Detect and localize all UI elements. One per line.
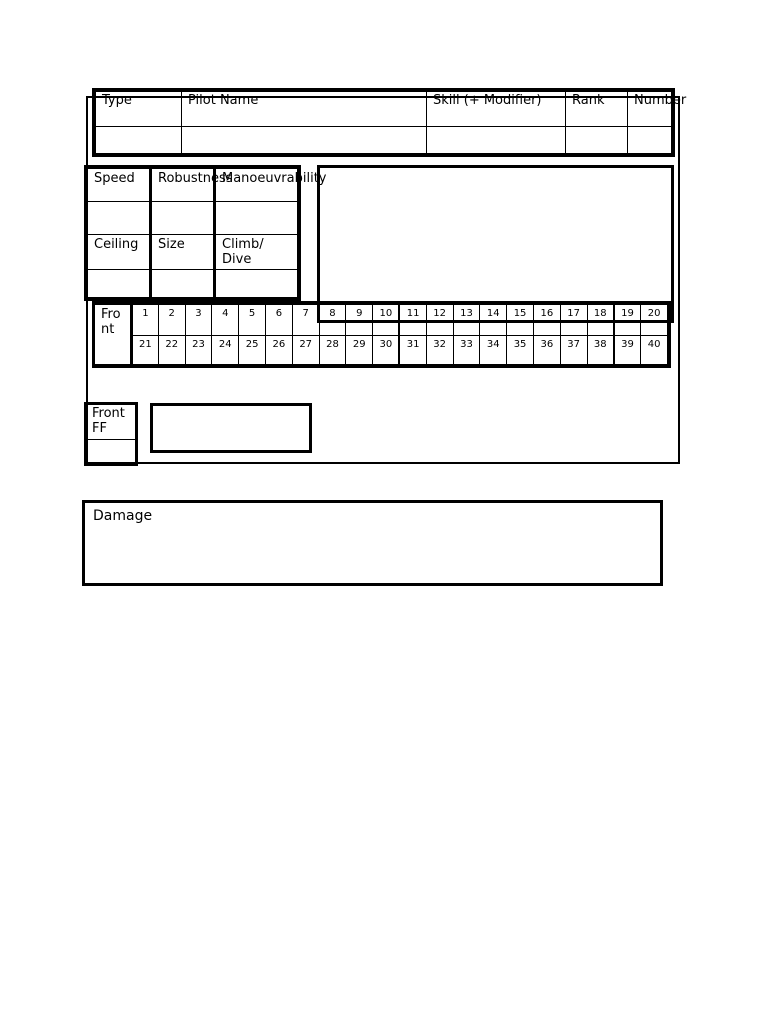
front-cell[interactable]: 13 — [453, 305, 480, 336]
front-cell[interactable]: 9 — [346, 305, 373, 336]
front-cell[interactable]: 1 — [132, 305, 159, 336]
skill-header: Skill (+ Modifier) — [427, 92, 566, 127]
front-cell[interactable]: 15 — [507, 305, 534, 336]
ceiling-label: Ceiling — [88, 235, 151, 270]
front-cell[interactable]: 7 — [292, 305, 319, 336]
front-cell[interactable]: 23 — [185, 336, 212, 365]
front-cell[interactable]: 24 — [212, 336, 239, 365]
pilot-info-table — [92, 88, 687, 157]
manoeuvrability-label: Manoeuvrability — [215, 169, 298, 202]
front-cell[interactable]: 2 — [158, 305, 185, 336]
front-cell[interactable]: 29 — [346, 336, 373, 365]
front-cell[interactable]: 17 — [560, 305, 587, 336]
front-label: Front — [95, 305, 132, 365]
front-cell[interactable]: 5 — [239, 305, 266, 336]
front-cell[interactable]: 14 — [480, 305, 507, 336]
front-cell[interactable]: 31 — [399, 336, 426, 365]
number-header: Number — [628, 92, 672, 127]
robustness-field[interactable] — [151, 202, 215, 235]
number-field[interactable] — [628, 127, 672, 154]
type-field[interactable] — [96, 127, 182, 154]
ceiling-field[interactable] — [88, 270, 151, 298]
front-ff-table — [84, 402, 138, 466]
front-cell[interactable]: 26 — [265, 336, 292, 365]
climb-dive-field[interactable] — [215, 270, 298, 298]
front-cell[interactable]: 33 — [453, 336, 480, 365]
front-cell[interactable]: 28 — [319, 336, 346, 365]
front-cell[interactable]: 35 — [507, 336, 534, 365]
damage-label: Damage — [93, 508, 153, 524]
front-cell[interactable]: 40 — [641, 336, 668, 365]
size-field[interactable] — [151, 270, 215, 298]
front-cell[interactable]: 34 — [480, 336, 507, 365]
rank-header: Rank — [566, 92, 628, 127]
front-cell[interactable]: 39 — [614, 336, 641, 365]
front-cell[interactable]: 20 — [641, 305, 668, 336]
front-ff-box[interactable] — [150, 403, 312, 453]
front-cell[interactable]: 19 — [614, 305, 641, 336]
front-cell[interactable]: 8 — [319, 305, 346, 336]
front-cell[interactable]: 18 — [587, 305, 614, 336]
climb-dive-label: Climb/ Dive — [215, 235, 298, 270]
robustness-label: Robustness — [151, 169, 215, 202]
type-header: Type — [96, 92, 182, 127]
front-cell[interactable]: 25 — [239, 336, 266, 365]
front-cell[interactable]: 38 — [587, 336, 614, 365]
front-cell[interactable]: 12 — [426, 305, 453, 336]
pilot-name-field[interactable] — [182, 127, 427, 154]
front-grid — [92, 301, 671, 368]
skill-field[interactable] — [427, 127, 566, 154]
front-cell[interactable]: 32 — [426, 336, 453, 365]
front-cell[interactable]: 3 — [185, 305, 212, 336]
manoeuvrability-field[interactable] — [215, 202, 298, 235]
front-cell[interactable]: 27 — [292, 336, 319, 365]
front-cell[interactable]: 10 — [373, 305, 400, 336]
rank-field[interactable] — [566, 127, 628, 154]
speed-label: Speed — [88, 169, 151, 202]
front-ff-label: Front FF — [87, 405, 135, 440]
front-cell[interactable]: 4 — [212, 305, 239, 336]
notes-box[interactable] — [317, 165, 674, 323]
speed-field[interactable] — [88, 202, 151, 235]
front-cell[interactable]: 22 — [158, 336, 185, 365]
damage-box[interactable] — [82, 500, 663, 586]
size-label: Size — [151, 235, 215, 270]
front-cell[interactable]: 37 — [560, 336, 587, 365]
front-cell[interactable]: 36 — [533, 336, 560, 365]
front-cell[interactable]: 16 — [533, 305, 560, 336]
stats-table — [84, 165, 327, 301]
pilot-name-header: Pilot Name — [182, 92, 427, 127]
front-ff-field[interactable] — [87, 440, 135, 464]
front-cell[interactable]: 6 — [265, 305, 292, 336]
front-cell[interactable]: 30 — [373, 336, 400, 365]
front-cell[interactable]: 21 — [132, 336, 159, 365]
front-cell[interactable]: 11 — [399, 305, 426, 336]
